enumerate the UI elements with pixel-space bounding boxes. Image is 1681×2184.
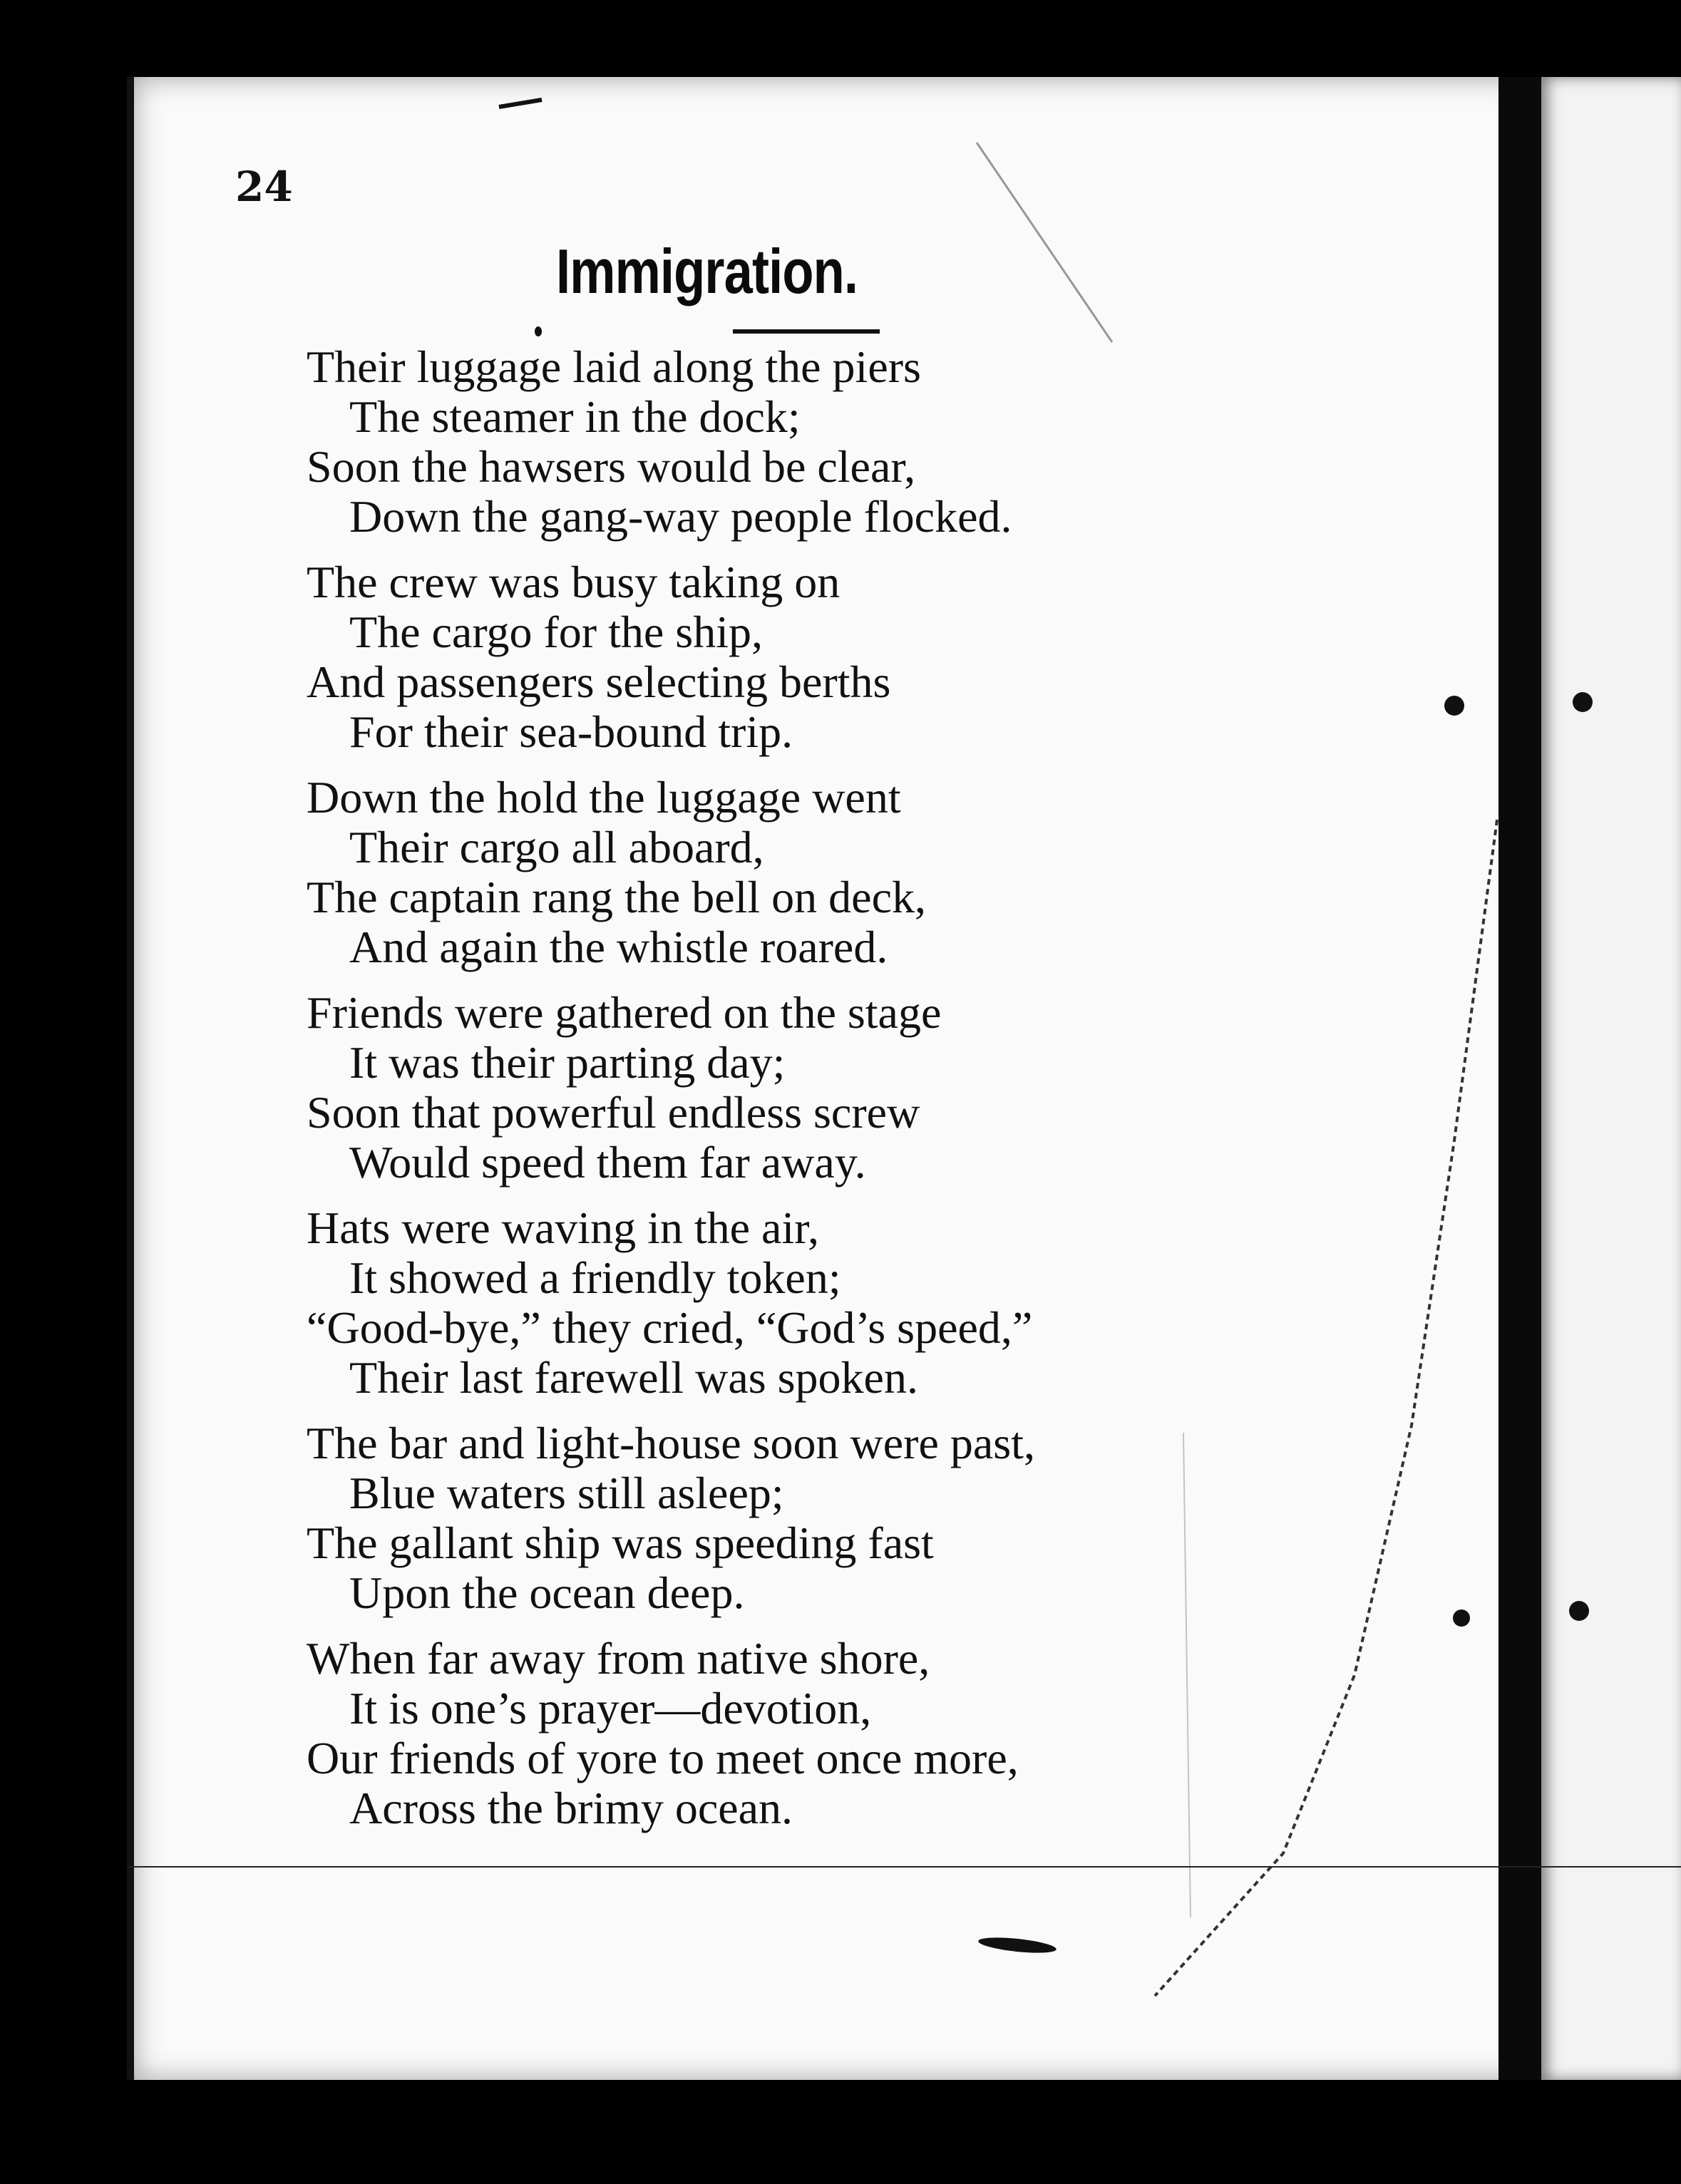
poem-line: Across the brimy ocean. [349, 1783, 793, 1833]
poem-line: Their luggage laid along the piers [307, 341, 921, 392]
poem-line: Soon that powerful endless screw [307, 1087, 920, 1138]
poem-line: Blue waters still asleep; [349, 1468, 784, 1518]
poem-line: Their last farewell was spoken. [349, 1352, 918, 1403]
poem-line: Hats were waving in the air, [307, 1202, 819, 1253]
ink-mark [499, 100, 542, 107]
poem-line: It was their parting day; [349, 1037, 786, 1088]
poem-line: For their sea-bound trip. [349, 706, 793, 757]
crack-line [977, 143, 1112, 342]
ink-blot [1453, 1609, 1470, 1627]
poem-line: “Good-bye,” they cried, “God’s speed,” [307, 1302, 1033, 1353]
poem-line: It is one’s prayer—devotion, [349, 1683, 872, 1734]
scan-line-artifact [127, 1866, 1681, 1868]
poem-title: Immigration. [556, 236, 858, 307]
poem-line: Would speed them far away. [349, 1137, 866, 1188]
crack-line [1155, 820, 1497, 1996]
ink-blot [1444, 696, 1464, 716]
poem-line: It showed a friendly token; [349, 1252, 841, 1303]
poem-line: The cargo for the ship, [349, 607, 763, 657]
ink-blot [1569, 1601, 1589, 1621]
crack-line [1183, 1433, 1191, 1917]
poem-line: Soon the hawsers would be clear, [307, 441, 916, 492]
poem-line: The steamer in the dock; [349, 391, 801, 442]
poem-line: And passengers selecting berths [307, 656, 891, 707]
poem-line: Our friends of yore to meet once more, [307, 1733, 1019, 1783]
poem-line: Upon the ocean deep. [349, 1567, 745, 1618]
poem-line: The captain rang the bell on deck, [307, 872, 926, 922]
poem-line: When far away from native shore, [307, 1633, 930, 1684]
poem-line: Friends were gathered on the stage [307, 987, 942, 1038]
poem-line: And again the whistle roared. [349, 922, 888, 972]
poem-line: The bar and light-house soon were past, [307, 1418, 1035, 1468]
poem-line: Their cargo all aboard, [349, 822, 764, 872]
page-number: 24 [235, 163, 293, 211]
poem-line: Down the gang-way people flocked. [349, 491, 1012, 542]
poem-line: The gallant ship was speeding fast [307, 1518, 934, 1568]
poem-line: Down the hold the luggage went [307, 772, 901, 823]
poem-line: The crew was busy taking on [307, 557, 840, 607]
ink-blot [1573, 692, 1593, 712]
